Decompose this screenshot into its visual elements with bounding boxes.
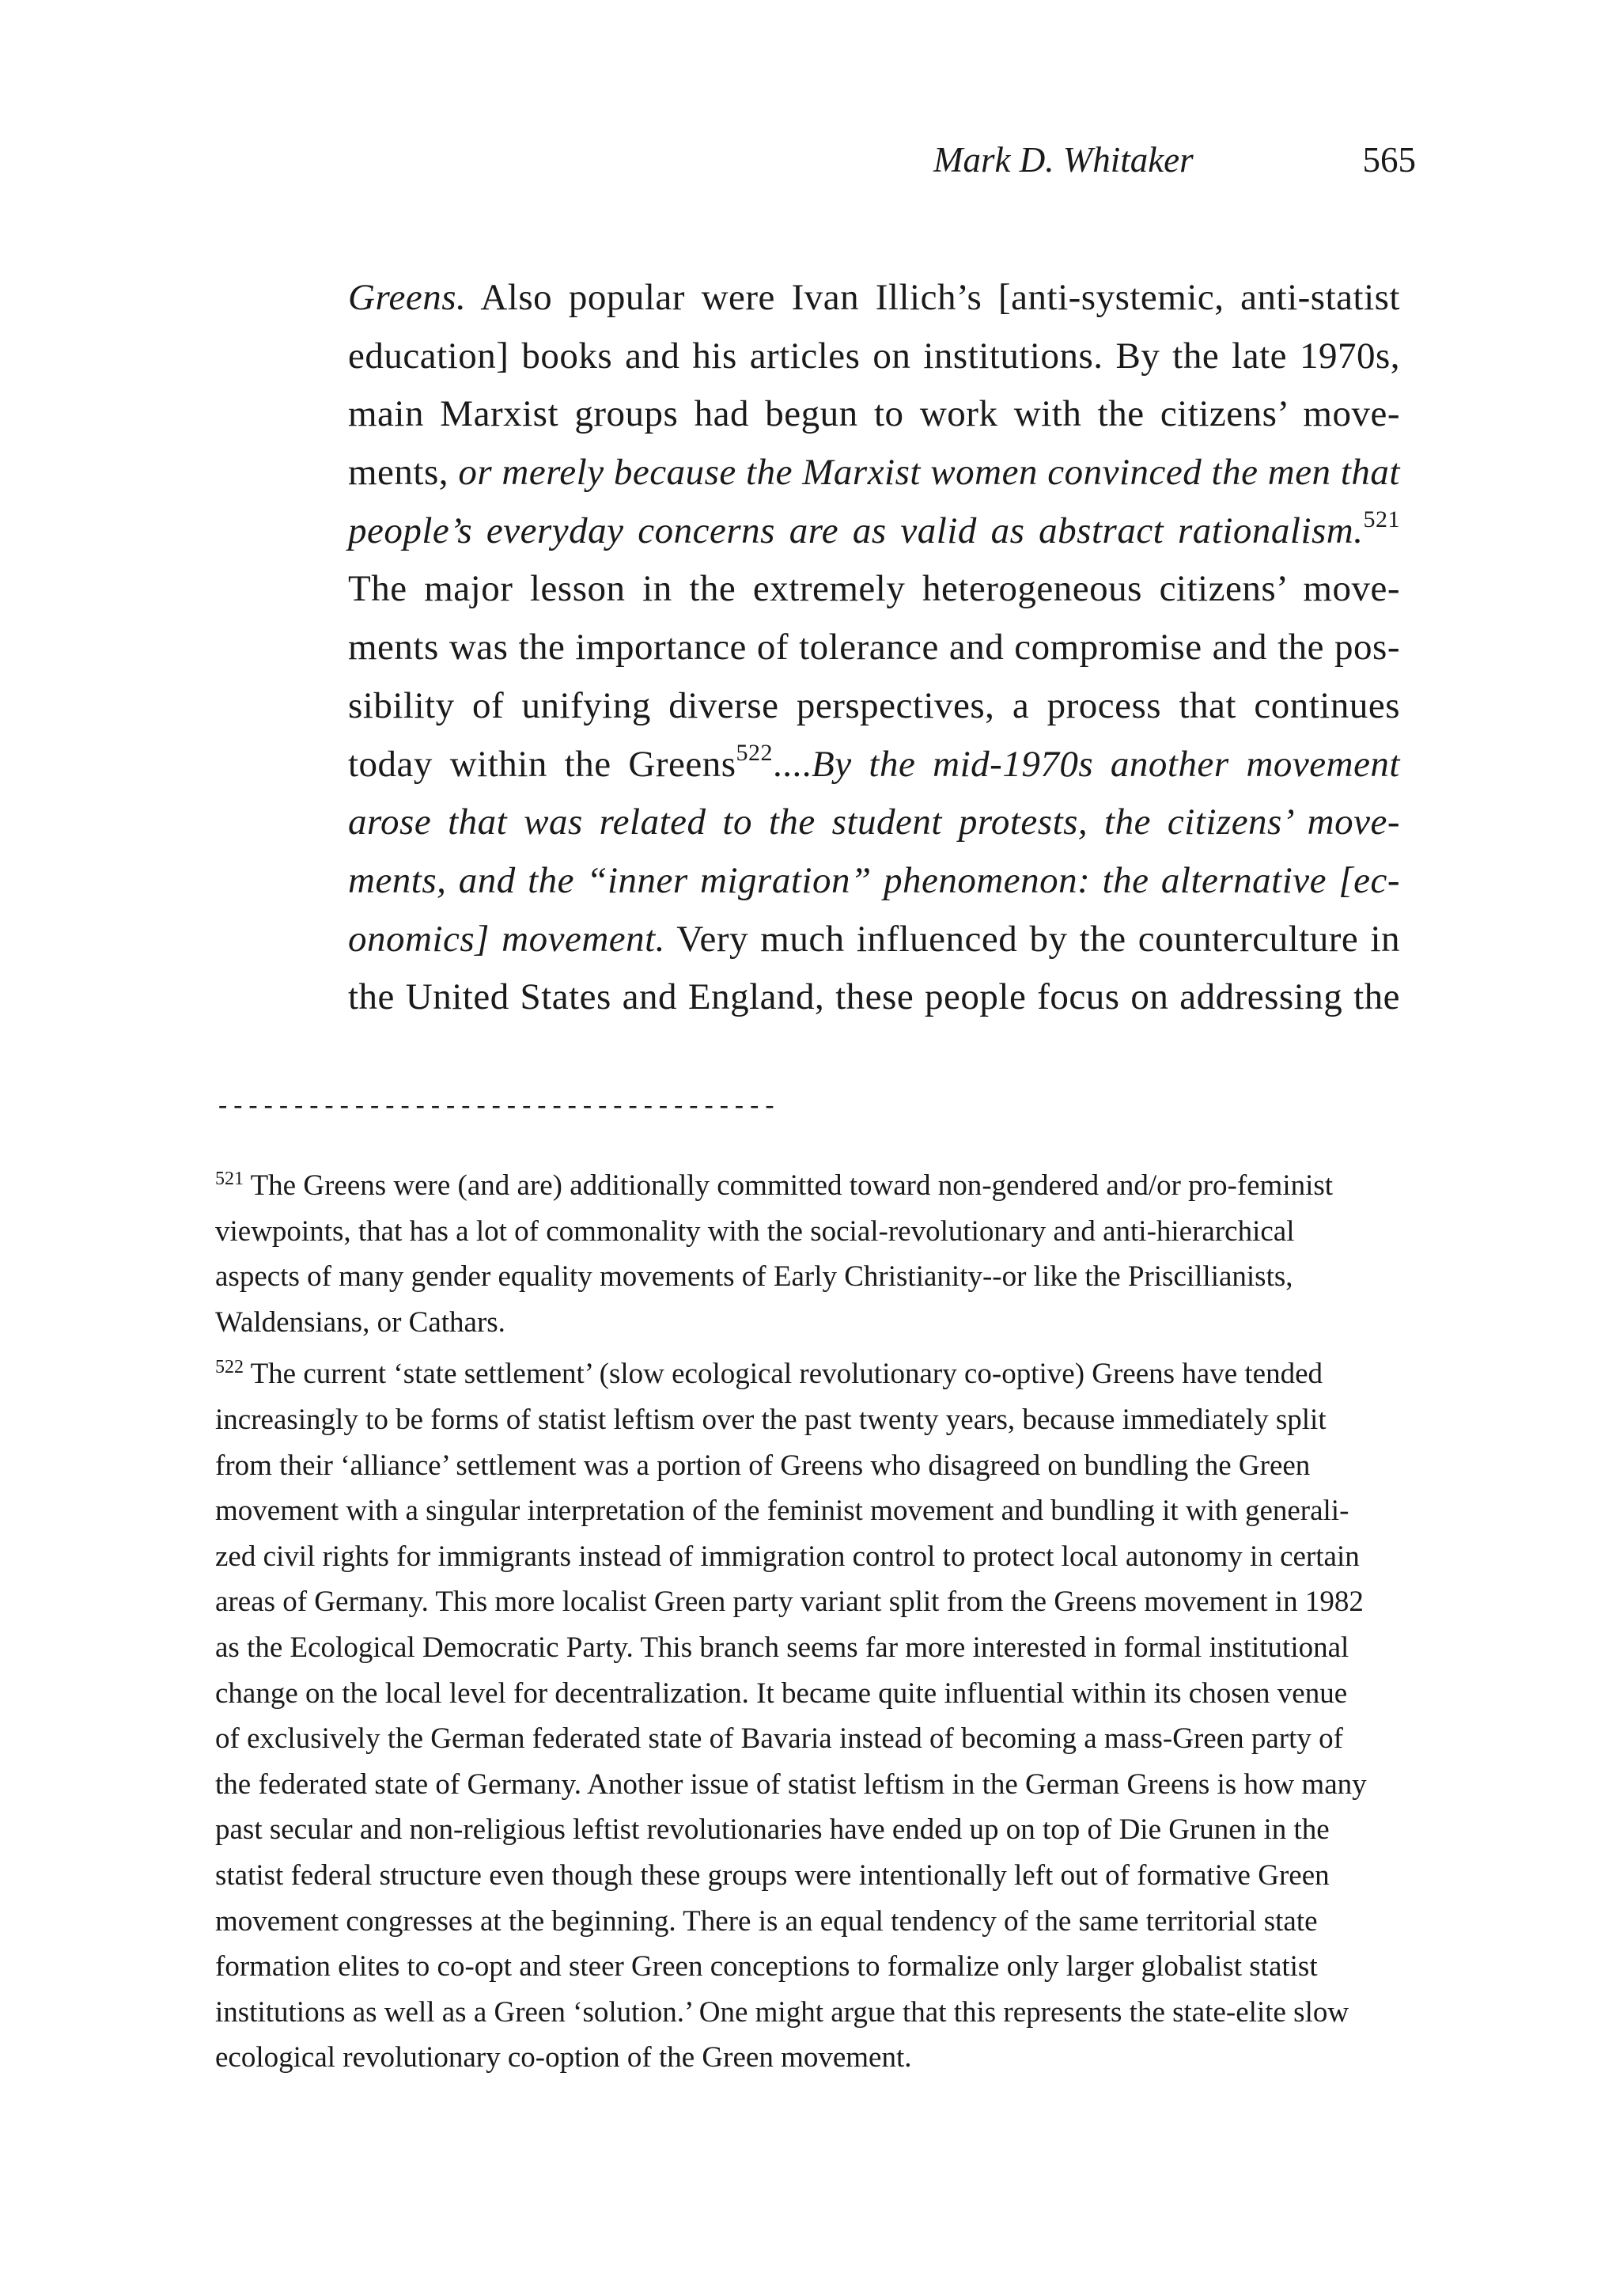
- running-header-author: Mark D. Whitaker: [933, 140, 1194, 180]
- footnote-number: 522: [215, 1357, 244, 1378]
- body-line: ments, or merely because the Marxist women convinced the men that: [348, 452, 1400, 494]
- footnote-ref-521: 521: [1363, 506, 1400, 532]
- body-line: arose that was related to the student protests, the citizens’ move-: [348, 801, 1400, 843]
- footnote-521: $^{521}$ The Greens were (and are) additionally committed toward non-gendered and/or pro-feminist viewpoints, that has a lot of commonality with the social-revolutionary and anti-hierarchical aspects of many gender equality movements of Early Christianity--or like the Priscillianists, Waldensians, or Cathars.: [215, 1169, 1334, 1339]
- page-number: 565: [1362, 140, 1416, 180]
- body-line: ments, and the “inner migration” phenomenon: the alternative [ec-: [348, 859, 1400, 901]
- body-line: today within the Greens$^{522}$....By the mid-1970s another movement: [348, 739, 1400, 785]
- main-body-text: [348, 269, 1400, 1027]
- body-line: main Marxist groups had begun to work with the citizens’ move-: [348, 393, 1400, 435]
- footnote-ref-522: 522: [736, 739, 774, 766]
- footnote-number: 521: [215, 1169, 244, 1189]
- body-line: sibility of unifying diverse perspectives, a process that continues: [348, 684, 1400, 726]
- body-line: onomics] movement. Very much influenced by the counterculture in: [348, 918, 1401, 960]
- body-line: the United States and England, these people focus on addressing the: [348, 976, 1400, 1018]
- body-line: ments was the importance of tolerance and compromise and the pos-: [348, 627, 1400, 669]
- body-line: Greens. Also popular were Ivan Illich’s [anti-systemic, anti-statist: [348, 277, 1400, 318]
- footnote-separator: -------------------------------------: [215, 1093, 778, 1122]
- body-line: The major lesson in the extremely heterogeneous citizens’ move-: [348, 568, 1400, 610]
- footnotes: [215, 1163, 1402, 2087]
- footnote-522: $^{522}$ The current ‘state settlement’ (slow ecological revolutionary co-optive) Greens have tended increasingly to be forms of statist leftism over the past twenty years, because immediately split from their ‘alliance’ settlement was a portion of Greens who disagreed on bundling the Green movement with a singular interpretation of the feminist movement and bundling it with generali- zed civil rights for immigrants instead of immigration control to protect local autonomy in certain areas of Germany. This more localist Green party variant split from the Greens movement in 1982 as the Ecological Democratic Party. This branch seems far more interested in formal institutional change on the local level for decentralization. It became quite influential within its chosen venue of exclusively the German federated state of Bavaria instead of becoming a mass-Green party of the federated state of Germany. Another issue of statist leftism in the German Greens is how many past secular and non-religious leftist revolutionaries have ended up on top of Die Grunen in the statist federal structure even though these groups were intentionally left out of formative Green movement congresses at the beginning. There is an equal tendency of the same territorial state formation elites to co-opt and steer Green conceptions to formalize only larger globalist statist institutions as well as a Green ‘solution.’ One might argue that this represents the state-elite slow ecological revolutionary co-option of the Green movement.: [215, 1357, 1367, 2074]
- body-line: people’s everyday concerns are as valid as abstract rationalism.$^{521}$: [348, 506, 1400, 551]
- body-line: education] books and his articles on institutions. By the late 1970s,: [348, 335, 1400, 377]
